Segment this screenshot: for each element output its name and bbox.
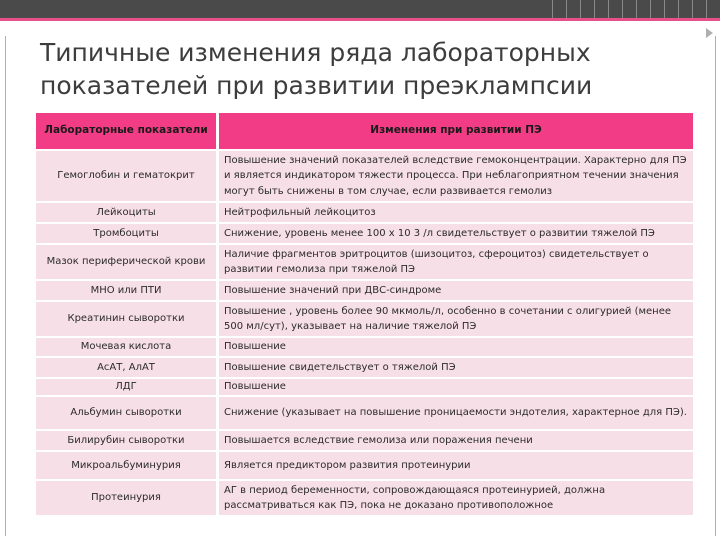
indicator-cell: АсАТ, АлАТ xyxy=(36,358,219,377)
table-row xyxy=(36,245,693,279)
table-row xyxy=(36,358,693,377)
top-decor-grid xyxy=(552,0,720,18)
table-row xyxy=(36,379,693,395)
table-row xyxy=(36,224,693,243)
change-cell: Нейтрофильный лейкоцитоз xyxy=(219,203,693,222)
indicator-cell: Мазок периферической крови xyxy=(36,245,219,279)
top-accent-line xyxy=(0,18,720,21)
table-row xyxy=(36,338,693,356)
change-cell: Повышается вследствие гемолиза или поражения печени xyxy=(219,431,693,450)
table-row xyxy=(36,151,693,201)
indicator-cell: Лейкоциты xyxy=(36,203,219,222)
table-row xyxy=(36,431,693,450)
table-header-row xyxy=(36,113,693,149)
indicator-cell: Протеинурия xyxy=(36,481,219,515)
indicator-cell: ЛДГ xyxy=(36,379,219,395)
right-border-line xyxy=(715,36,716,536)
title-line-1: Типичные изменения ряда лабораторных xyxy=(40,38,591,67)
arrow-right-icon xyxy=(706,28,713,38)
indicator-cell: Альбумин сыворотки xyxy=(36,397,219,429)
table-row xyxy=(36,481,693,515)
change-cell: Повышение , уровень более 90 мкмоль/л, особенно в сочетании с олигурией (менее 500 мл/сут), указывает на наличие тяжелой ПЭ xyxy=(219,302,693,336)
left-border-line xyxy=(5,36,6,536)
indicator-cell: Креатинин сыворотки xyxy=(36,302,219,336)
indicator-cell: Тромбоциты xyxy=(36,224,219,243)
change-cell: Является предиктором развития протеинурии xyxy=(219,452,693,479)
indicator-cell: МНО или ПТИ xyxy=(36,281,219,300)
change-cell: Повышение значений при ДВС-синдроме xyxy=(219,281,693,300)
indicator-cell: Микроальбуминурия xyxy=(36,452,219,479)
change-cell: Повышение значений показателей вследствие гемоконцентрации. Характерно для ПЭ и является индикатором тяжести процесса. При неблагоприятном течении значения могут быть снижены в том случае, если развивается гемолиз xyxy=(219,151,693,201)
table-row xyxy=(36,397,693,429)
header-changes: Изменения при развитии ПЭ xyxy=(219,113,693,149)
title-line-2: показателей при развитии преэклампсии xyxy=(40,71,593,100)
change-cell: Повышение свидетельствует о тяжелой ПЭ xyxy=(219,358,693,377)
table-row xyxy=(36,452,693,479)
indicator-cell: Мочевая кислота xyxy=(36,338,219,356)
table-row xyxy=(36,281,693,300)
change-cell: АГ в период беременности, сопровождающаяся протеинурией, должна рассматриваться как ПЭ, пока не доказано противоположное xyxy=(219,481,693,515)
page-title xyxy=(40,36,680,102)
indicator-cell: Гемоглобин и гематокрит xyxy=(36,151,219,201)
change-cell: Повышение xyxy=(219,338,693,356)
header-indicators: Лабораторные показатели xyxy=(36,113,219,149)
lab-indicators-table xyxy=(36,111,693,517)
change-cell: Наличие фрагментов эритроцитов (шизоцитоз, сфероцитоз) свидетельствует о развитии гемолиза при тяжелой ПЭ xyxy=(219,245,693,279)
table-row xyxy=(36,302,693,336)
change-cell: Снижение, уровень менее 100 х 10 3 /л свидетельствует о развитии тяжелой ПЭ xyxy=(219,224,693,243)
change-cell: Повышение xyxy=(219,379,693,395)
indicator-cell: Билирубин сыворотки xyxy=(36,431,219,450)
change-cell: Снижение (указывает на повышение проницаемости эндотелия, характерное для ПЭ). xyxy=(219,397,693,429)
table-row xyxy=(36,203,693,222)
